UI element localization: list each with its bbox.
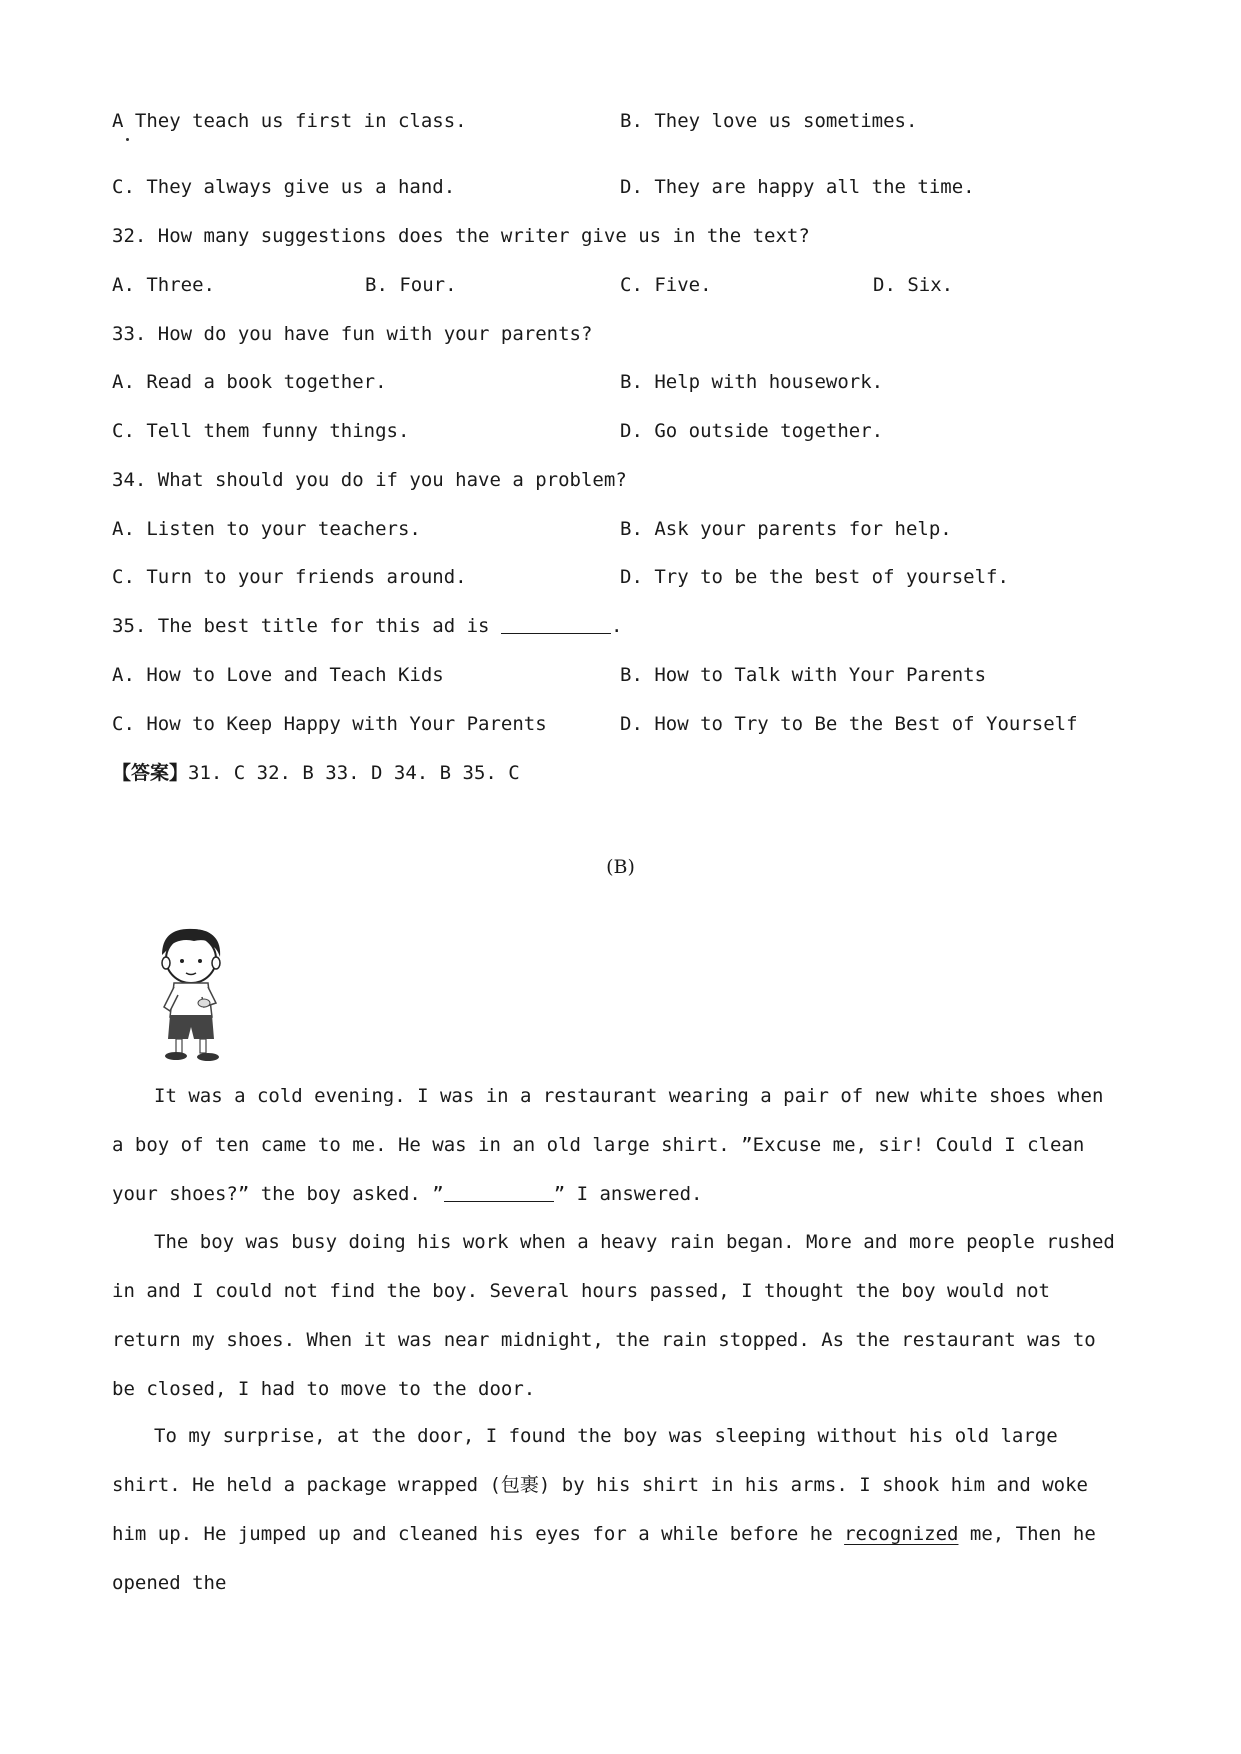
q31-option-b: B. They love us sometimes. — [620, 110, 918, 132]
q33-question: 33. How do you have fun with your parents? — [112, 323, 593, 345]
q34-option-b: B. Ask your parents for help. — [620, 518, 952, 540]
underlined-word: recognized — [844, 1523, 959, 1545]
q31-option-a: A They teach us first in class. — [112, 110, 467, 132]
q33-option-c: C. Tell them funny things. — [112, 420, 410, 442]
stray-dot — [126, 138, 129, 141]
q32-option-c: C. Five. — [620, 274, 712, 296]
dialogue-blank — [444, 1183, 554, 1202]
q35-question — [112, 615, 622, 637]
q35-option-d: D. How to Try to Be the Best of Yourself — [620, 713, 1078, 735]
q31-option-c: C. They always give us a hand. — [112, 176, 456, 198]
q32-option-a: A. Three. — [112, 274, 215, 296]
boy-illustration — [118, 915, 248, 1065]
paragraph-3-end: me, Then he opened the — [112, 1523, 1096, 1594]
answer-blank — [501, 615, 611, 634]
q33-option-b: B. Help with housework. — [620, 371, 884, 393]
q35-option-c: C. How to Keep Happy with Your Parents — [112, 713, 547, 735]
q32-question: 32. How many suggestions does the writer give us in the text? — [112, 225, 810, 247]
paragraph-3 — [112, 1412, 1122, 1608]
answer-text: 31. C 32. B 33. D 34. B 35. C — [188, 762, 520, 784]
q33-option-a: A. Read a book together. — [112, 371, 387, 393]
q32-option-b: B. Four. — [365, 274, 457, 296]
q33-option-d: D. Go outside together. — [620, 420, 884, 442]
paragraph-2: The boy was busy doing his work when a heavy rain began. More and more people rushed in and I could not find the boy. Several hours passed, I thought the boy would not return my shoes. When it was near midnight, the rain stopped. As the restaurant was to be closed, I had to move to the door. — [112, 1231, 1115, 1400]
q34-option-a: A. Listen to your teachers. — [112, 518, 421, 540]
q34-option-c: C. Turn to your friends around. — [112, 566, 467, 588]
q35-option-a: A. How to Love and Teach Kids — [112, 664, 444, 686]
q35-question-text: 35. The best title for this ad is — [112, 615, 501, 637]
answer-key — [112, 758, 520, 785]
q35-question-end: . — [610, 615, 623, 637]
q32-option-d: D. Six. — [873, 274, 954, 296]
q34-option-d: D. Try to be the best of yourself. — [620, 566, 1009, 588]
answer-label: 【答案】 — [112, 762, 189, 784]
section-b-title: (B) — [606, 856, 635, 878]
paragraph-3-text: To my surprise, at the door, I found the boy was sleeping without his old large shirt. He held a package wrapped (包裹) by his shirt in his arms. I shook him and woke him up. He jumped up and cleaned his eyes for a while before he — [112, 1425, 1088, 1545]
q31-option-d: D. They are happy all the time. — [620, 176, 975, 198]
q35-option-b: B. How to Talk with Your Parents — [620, 664, 987, 686]
paragraph-1-end: ” I answered. — [553, 1183, 703, 1205]
paragraph-1 — [112, 1072, 1122, 1219]
paragraph-1-text: It was a cold evening. I was in a restaurant wearing a pair of new white shoes when a boy of ten came to me. He was in an old large shirt. ”Excuse me, sir! Could I clean your shoes?” the boy asked. ” — [112, 1085, 1104, 1205]
q34-question: 34. What should you do if you have a problem? — [112, 469, 627, 491]
